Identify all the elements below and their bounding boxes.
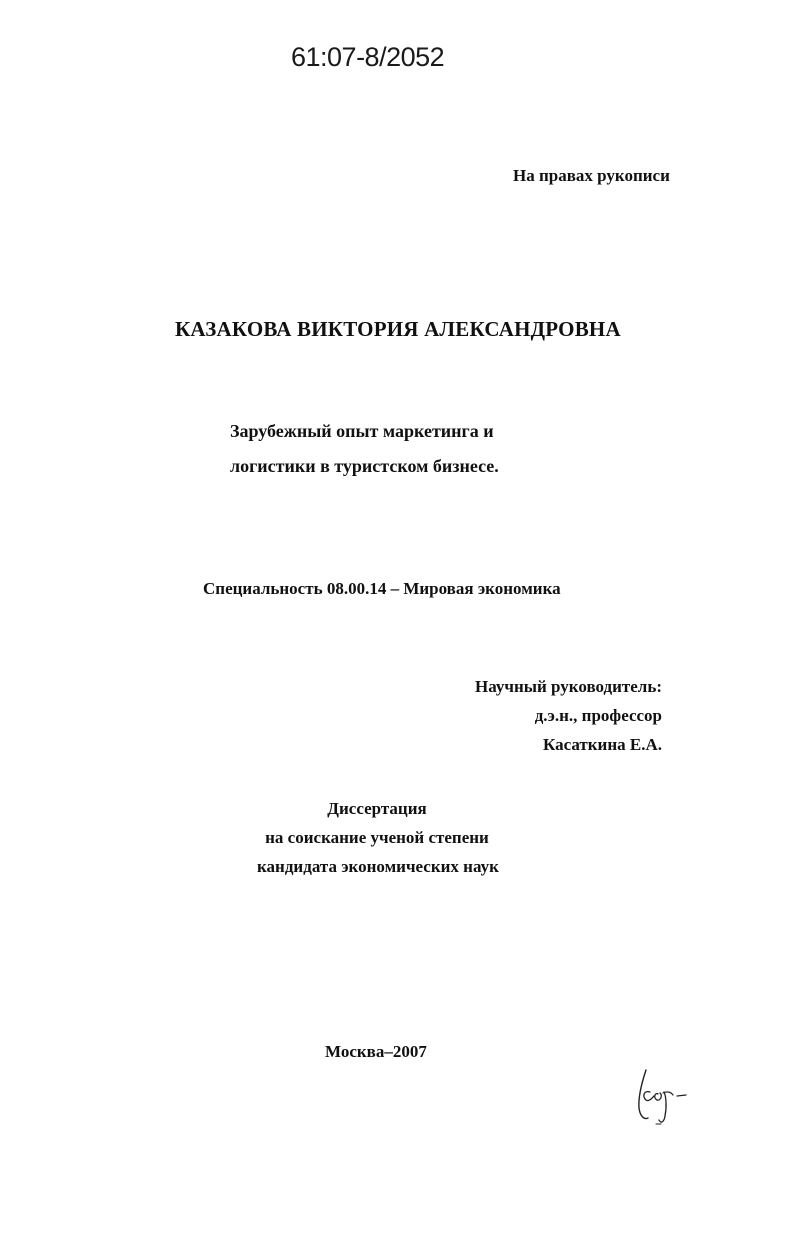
signature-icon [630,1062,700,1132]
author-name: КАЗАКОВА ВИКТОРИЯ АЛЕКСАНДРОВНА [175,317,621,341]
archive-stamp: 61:07-8/2052 [291,42,445,72]
advisor-block [475,672,662,759]
dissertation-block [257,794,497,881]
advisor-degree: д.э.н., профессор [534,706,662,725]
dissertation-line: кандидата экономических наук [257,857,499,876]
dissertation-line: Диссертация [327,799,427,818]
manuscript-note: На правах рукописи [513,166,670,185]
advisor-label: Научный руководитель: [475,677,662,696]
city-year: Москва–2007 [325,1042,427,1061]
advisor-name: Касаткина Е.А. [542,735,662,754]
specialty: Специальность 08.00.14 – Мировая экономика [203,579,561,598]
title-line: логистики в туристском бизнесе. [230,456,499,476]
dissertation-line: на соискание ученой степени [265,828,489,847]
dissertation-title [230,414,499,484]
title-line: Зарубежный опыт маркетинга и [230,421,494,441]
